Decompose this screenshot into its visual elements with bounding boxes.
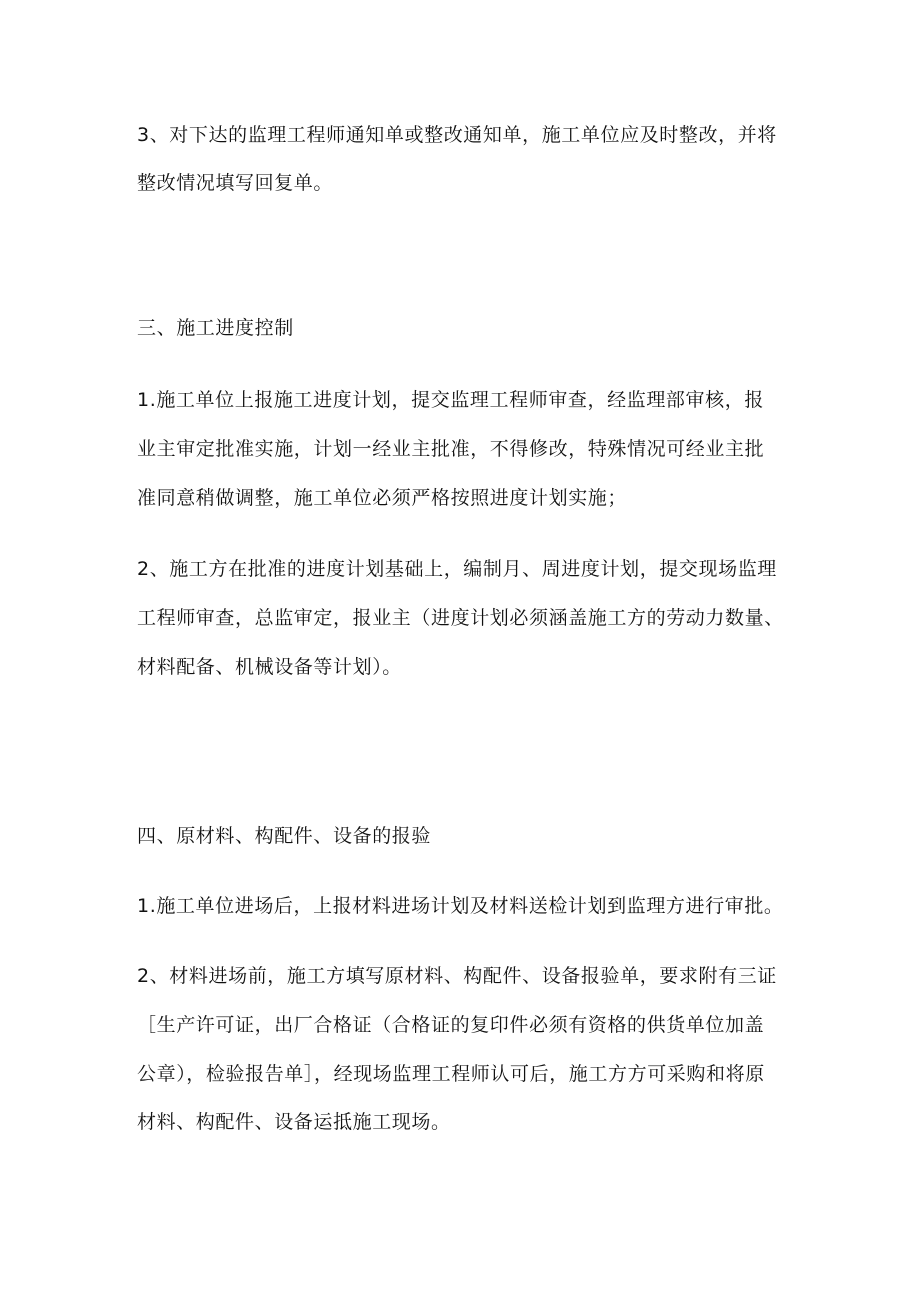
schedule-item-1-line-2: 业主审定批准实施，计划一经业主批准，不得修改，特殊情况可经业主批 <box>137 438 765 460</box>
materials-item-1-line-1: 1.施工单位进场后，上报材料进场计划及材料送检计划到监理方进行审批。 <box>137 895 784 917</box>
schedule-item-2-line-3: 材料配备、机械设备等计划）。 <box>137 656 402 678</box>
materials-item-2-line-2: ［生产许可证，出厂合格证（合格证的复印件必须有资格的供货单位加盖 <box>137 1014 765 1036</box>
section-heading-schedule-control: 三、施工进度控制 <box>137 317 294 339</box>
para-3-line-1: 3、对下达的监理工程师通知单或整改通知单，施工单位应及时整改，并将 <box>137 124 777 146</box>
schedule-item-1-line-1: 1.施工单位上报施工进度计划，提交监理工程师审查，经监理部审核，报 <box>137 389 764 411</box>
materials-item-2-line-1: 2、材料进场前，施工方填写原材料、构配件、设备报验单，要求附有三证 <box>137 965 777 987</box>
section-heading-materials-inspection: 四、原材料、构配件、设备的报验 <box>137 825 432 847</box>
materials-item-2-line-4: 材料、构配件、设备运抵施工现场。 <box>137 1111 451 1133</box>
schedule-item-1-line-3: 准同意稍做调整，施工单位必须严格按照进度计划实施； <box>137 487 628 509</box>
schedule-item-2-line-1: 2、施工方在批准的进度计划基础上，编制月、周进度计划，提交现场监理 <box>137 558 777 580</box>
para-3-line-2: 整改情况填写回复单。 <box>137 172 334 194</box>
schedule-item-2-line-2: 工程师审查，总监审定，报业主（进度计划必须涵盖施工方的劳动力数量、 <box>137 607 784 629</box>
materials-item-2-line-3: 公章），检验报告单］，经现场监理工程师认可后，施工方方可采购和将原 <box>137 1063 765 1085</box>
